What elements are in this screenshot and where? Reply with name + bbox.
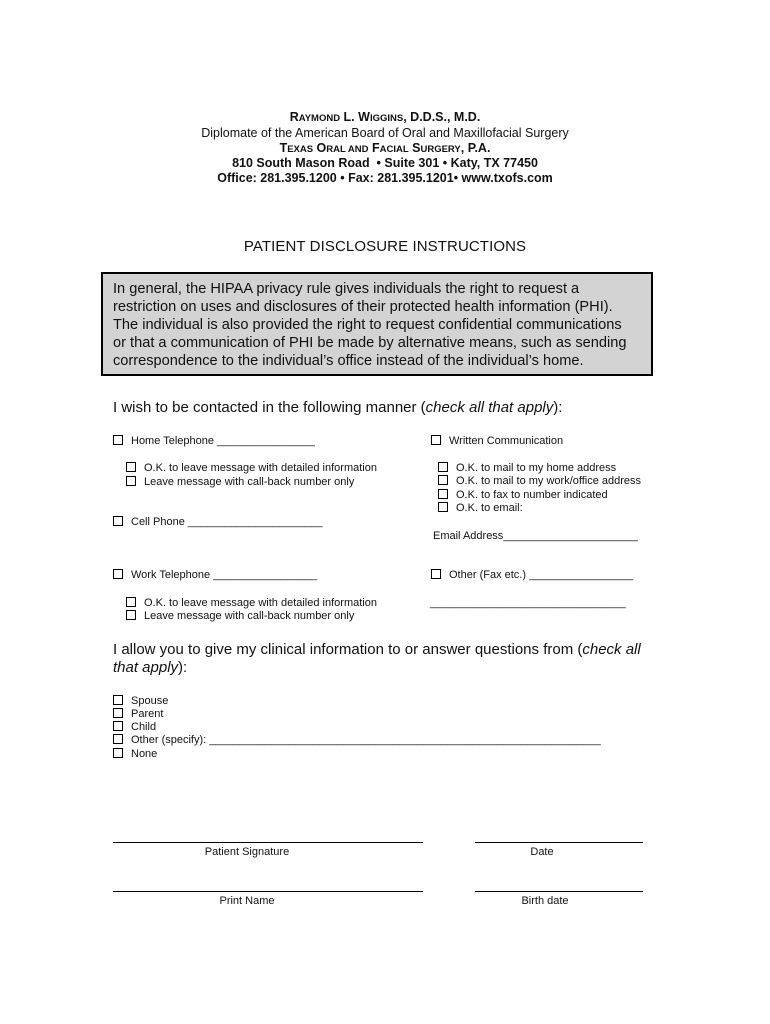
- option-fax[interactable]: O.K. to fax to number indicated: [438, 489, 608, 502]
- contact-question: I wish to be contacted in the following manner (check all that apply):: [113, 399, 563, 416]
- date-label: Date: [530, 846, 554, 858]
- option-home-callback-only[interactable]: Leave message with call-back number only: [126, 476, 354, 489]
- diplomate-line: Diplomate of the American Board of Oral and Maxillofacial Surgery: [201, 126, 569, 140]
- option-cell-phone[interactable]: Cell Phone ______________________: [113, 516, 322, 529]
- checkbox[interactable]: [113, 734, 123, 744]
- checkbox[interactable]: [113, 516, 123, 526]
- date-line[interactable]: [475, 842, 643, 843]
- notice-line: In general, the HIPAA privacy rule gives individuals the right to request a: [113, 281, 580, 297]
- option-work-detailed-message[interactable]: O.K. to leave message with detailed information: [126, 597, 377, 610]
- checkbox[interactable]: [126, 462, 136, 472]
- checkbox[interactable]: [126, 476, 136, 486]
- birth-date-line[interactable]: [475, 891, 643, 892]
- patient-signature-line[interactable]: [113, 842, 423, 843]
- contact-line: Office: 281.395.1200 • Fax: 281.395.1201• www.txofs.com: [217, 171, 553, 185]
- notice-line: or that a communication of PHI be made by alternative means, such as sending: [113, 335, 627, 351]
- option-written-communication[interactable]: Written Communication: [431, 435, 563, 448]
- address-line: 810 South Mason Road • Suite 301 • Katy, TX 77450: [232, 156, 538, 170]
- option-work-telephone[interactable]: Work Telephone _________________: [113, 569, 317, 582]
- checkbox[interactable]: [438, 475, 448, 485]
- option-other-specify[interactable]: Other (specify): ________________________________________________________________: [113, 734, 601, 747]
- checkbox[interactable]: [113, 569, 123, 579]
- notice-line: correspondence to the individual’s office instead of the individual’s home.: [113, 353, 584, 369]
- option-mail-home[interactable]: O.K. to mail to my home address: [438, 462, 616, 475]
- doctor-name: RAYMOND L. WIGGINS, D.D.S., M.D.: [289, 110, 481, 124]
- option-mail-work[interactable]: O.K. to mail to my work/office address: [438, 475, 641, 488]
- checkbox[interactable]: [113, 721, 123, 731]
- practice-name: TEXAS ORAL AND FACIAL SURGERY, P.A.: [279, 141, 491, 155]
- checkbox[interactable]: [126, 597, 136, 607]
- option-other-fax[interactable]: Other (Fax etc.) _________________: [431, 569, 633, 582]
- option-none[interactable]: None: [113, 748, 157, 761]
- email-address-field[interactable]: Email Address______________________: [433, 530, 638, 542]
- checkbox[interactable]: [113, 695, 123, 705]
- checkbox[interactable]: [113, 435, 123, 445]
- allow-question: I allow you to give my clinical information to or answer questions from (check all that apply):: [113, 641, 641, 676]
- checkbox[interactable]: [438, 489, 448, 499]
- checkbox[interactable]: [438, 502, 448, 512]
- other-details-field[interactable]: ________________________________: [430, 597, 626, 609]
- checkbox[interactable]: [126, 610, 136, 620]
- print-name-line[interactable]: [113, 891, 423, 892]
- option-home-telephone[interactable]: Home Telephone ________________: [113, 435, 315, 448]
- hipaa-notice-box: [101, 272, 653, 376]
- checkbox[interactable]: [431, 435, 441, 445]
- page-title: PATIENT DISCLOSURE INSTRUCTIONS: [243, 238, 527, 255]
- notice-line: restriction on uses and disclosures of their protected health information (PHI).: [113, 299, 613, 315]
- checkbox[interactable]: [438, 462, 448, 472]
- option-child[interactable]: Child: [113, 721, 156, 734]
- option-parent[interactable]: Parent: [113, 708, 163, 721]
- checkbox[interactable]: [113, 708, 123, 718]
- patient-signature-label: Patient Signature: [204, 846, 290, 858]
- option-email[interactable]: O.K. to email:: [438, 502, 523, 515]
- print-name-label: Print Name: [219, 895, 275, 907]
- checkbox[interactable]: [113, 748, 123, 758]
- option-spouse[interactable]: Spouse: [113, 695, 168, 708]
- option-home-detailed-message[interactable]: O.K. to leave message with detailed information: [126, 462, 377, 475]
- birth-date-label: Birth date: [521, 895, 569, 907]
- checkbox[interactable]: [431, 569, 441, 579]
- notice-line: The individual is also provided the right to request confidential communications: [113, 317, 622, 333]
- option-work-callback-only[interactable]: Leave message with call-back number only: [126, 610, 354, 623]
